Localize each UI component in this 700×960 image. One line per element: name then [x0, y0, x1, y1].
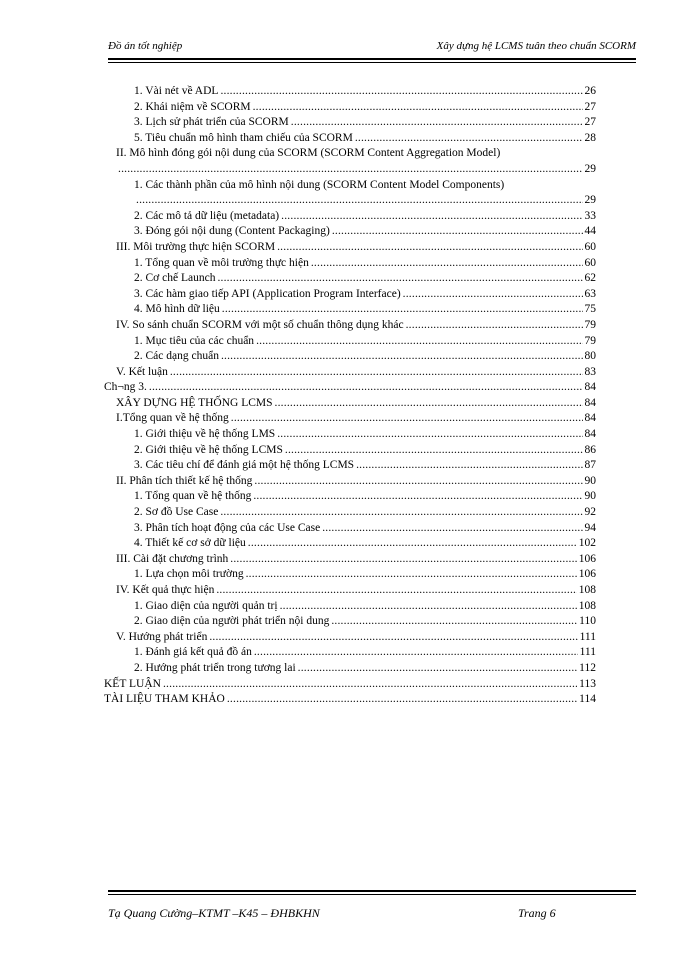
- toc-entry-title: IV. So sánh chuẩn SCORM với một số chuẩn thông dụng khác: [116, 318, 405, 334]
- toc-entry: [104, 162, 596, 178]
- footer-rule-thin: [108, 894, 636, 895]
- toc-entry-title: 1. Giao diện của người quản trị: [134, 599, 279, 615]
- toc-entry-page: 94: [584, 521, 596, 534]
- toc-entry-page: 33: [584, 209, 596, 222]
- toc-entry: [104, 583, 596, 599]
- toc-entry-title: I.Tổng quan về hệ thống: [116, 411, 230, 427]
- toc-entry-title: 3. Phân tích hoạt động của các Use Case: [134, 521, 321, 537]
- toc-entry-page: 110: [579, 615, 596, 628]
- toc-entry-page: 84: [584, 396, 596, 409]
- header-right-text: Xây dựng hệ LCMS tuân theo chuẩn SCORM: [436, 40, 636, 52]
- toc-entry-page: 111: [579, 630, 596, 643]
- toc-leader-dots: [277, 427, 582, 443]
- toc-entry: [104, 318, 596, 334]
- toc-leader-dots: [149, 380, 583, 396]
- toc-entry: [104, 458, 596, 474]
- toc-entry-page: 83: [584, 365, 596, 378]
- toc-entry-page: 84: [584, 381, 596, 394]
- toc-entry-title: V. Kết luận: [116, 365, 169, 381]
- toc-leader-dots: [356, 458, 582, 474]
- toc-leader-dots: [254, 645, 578, 661]
- toc-entry-page: 84: [584, 428, 596, 441]
- toc-entry: [104, 411, 596, 427]
- toc-entry-page: 29: [584, 194, 596, 207]
- toc-entry-title: 2. Hướng phát triển trong tương lai: [134, 661, 297, 677]
- toc-entry: [104, 427, 596, 443]
- toc-entry-title: 2. Khái niệm về SCORM: [134, 100, 252, 116]
- toc-entry: [104, 193, 596, 209]
- footer-page-number: Trang 6: [518, 906, 556, 920]
- toc-entry: [104, 380, 596, 396]
- toc-leader-dots: [209, 630, 577, 646]
- toc-entry: [104, 567, 596, 583]
- toc-entry-page: 79: [584, 318, 596, 331]
- toc-leader-dots: [222, 302, 583, 318]
- toc-entry-title: 2. Các mô tả dữ liệu (metadata): [134, 209, 280, 225]
- toc-entry: [104, 84, 596, 100]
- toc-leader-dots: [221, 349, 583, 365]
- toc-entry-title: 2. Sơ đồ Use Case: [134, 505, 219, 521]
- toc-entry-page: 87: [584, 459, 596, 472]
- toc-entry-title: 2. Các dạng chuẩn: [134, 349, 220, 365]
- toc-entry-page: 90: [584, 490, 596, 503]
- toc-entry-title: KẾT LUẬN: [104, 677, 162, 693]
- toc-entry-title: Ch¬ng 3.: [104, 380, 148, 396]
- toc-entry-title: 1. Các thành phần của mô hình nội dung (SCORM Content Model Components): [134, 178, 505, 194]
- toc-leader-dots: [322, 521, 582, 537]
- toc-entry: [104, 349, 596, 365]
- toc-entry: [104, 256, 596, 272]
- toc-entry: [104, 115, 596, 131]
- toc-entry: [104, 505, 596, 521]
- toc-entry: [104, 443, 596, 459]
- toc-entry-page: 108: [578, 599, 596, 612]
- toc-leader-dots: [280, 599, 577, 615]
- toc-leader-dots: [311, 256, 583, 272]
- toc-leader-dots: [406, 318, 583, 334]
- toc-entry-page: 86: [584, 443, 596, 456]
- toc-leader-dots: [355, 131, 583, 147]
- footer-author: Tạ Quang Cường–KTMT –K45 – ĐHBKHN: [108, 906, 320, 920]
- toc-leader-dots: [277, 240, 582, 256]
- toc-entry: [104, 552, 596, 568]
- toc-leader-dots: [403, 287, 583, 303]
- toc-leader-dots: [298, 661, 578, 677]
- toc-leader-dots: [332, 224, 583, 240]
- toc-entry: [104, 614, 596, 630]
- toc-entry: [104, 599, 596, 615]
- toc-entry-title: III. Môi trường thực hiện SCORM: [116, 240, 276, 256]
- table-of-contents: [104, 84, 596, 708]
- toc-entry-title: 4. Thiết kế cơ sở dữ liệu: [134, 536, 247, 552]
- toc-leader-dots: [231, 411, 583, 427]
- toc-entry: [104, 630, 596, 646]
- toc-entry: [104, 209, 596, 225]
- toc-entry-page: 90: [584, 474, 596, 487]
- toc-entry-title: 2. Giới thiệu về hệ thống LCMS: [134, 443, 284, 459]
- toc-entry-title: 1. Đánh giá kết quả đồ án: [134, 645, 253, 661]
- header-rule-thin: [108, 62, 636, 63]
- toc-leader-dots: [253, 100, 583, 116]
- toc-leader-dots: [291, 115, 583, 131]
- toc-entry-page: 112: [579, 661, 596, 674]
- toc-entry: [104, 178, 596, 194]
- toc-entry-page: 84: [584, 412, 596, 425]
- toc-leader-dots: [230, 552, 576, 568]
- toc-leader-dots: [246, 567, 577, 583]
- toc-entry: [104, 521, 596, 537]
- toc-entry-title: III. Cài đặt chương trình: [116, 552, 229, 568]
- toc-leader-dots: [217, 271, 582, 287]
- toc-entry-title: 2. Giao diện của người phát triển nội dung: [134, 614, 330, 630]
- toc-entry-title: 1. Lựa chọn môi trường: [134, 567, 245, 583]
- toc-entry: [104, 645, 596, 661]
- toc-entry-page: 114: [579, 693, 596, 706]
- toc-leader-dots: [170, 365, 583, 381]
- toc-entry-page: 27: [584, 100, 596, 113]
- toc-entry-page: 113: [579, 677, 596, 690]
- toc-entry: [104, 474, 596, 490]
- toc-entry: [104, 287, 596, 303]
- toc-leader-dots: [163, 677, 577, 693]
- toc-entry-title: 3. Các tiêu chí để đánh giá một hệ thống LCMS: [134, 458, 355, 474]
- toc-leader-dots: [285, 443, 583, 459]
- toc-entry-page: 92: [584, 506, 596, 519]
- toc-entry-page: 111: [579, 646, 596, 659]
- toc-entry: [104, 131, 596, 147]
- toc-leader-dots: [281, 209, 582, 225]
- toc-entry-page: 26: [584, 85, 596, 97]
- toc-entry-title: 2. Cơ chế Launch: [134, 271, 216, 287]
- toc-entry-page: 28: [584, 131, 596, 144]
- toc-entry: [104, 334, 596, 350]
- toc-entry-title: II. Mô hình đóng gói nội dung của SCORM (SCORM Content Aggregation Model): [116, 146, 501, 162]
- toc-entry-page: 79: [584, 334, 596, 347]
- toc-entry-page: 29: [584, 162, 596, 175]
- toc-entry-page: 108: [578, 584, 596, 596]
- page-header: [108, 40, 636, 56]
- toc-entry-title: 1. Mục tiêu của các chuẩn: [134, 334, 255, 350]
- toc-entry-page: 62: [584, 272, 596, 285]
- toc-entry-title: 1. Tổng quan về hệ thống: [134, 489, 252, 505]
- toc-entry: [104, 271, 596, 287]
- toc-leader-dots: [118, 162, 583, 178]
- toc-entry-page: 80: [584, 350, 596, 363]
- toc-entry: [104, 224, 596, 240]
- toc-entry-page: 75: [584, 303, 596, 316]
- toc-entry: [104, 661, 596, 677]
- footer-rule: [108, 890, 636, 892]
- toc-entry: [104, 536, 596, 552]
- toc-entry-page: 27: [584, 116, 596, 129]
- toc-entry: [104, 677, 596, 693]
- header-left-text: Đồ án tốt nghiệp: [108, 40, 183, 52]
- toc-leader-dots: [248, 536, 577, 552]
- toc-entry: [104, 365, 596, 381]
- toc-leader-dots: [136, 193, 583, 209]
- toc-leader-dots: [254, 474, 582, 490]
- toc-entry-title: 3. Lịch sử phát triển của SCORM: [134, 115, 290, 131]
- toc-entry: [104, 489, 596, 505]
- toc-entry: [104, 692, 596, 708]
- toc-entry: [104, 100, 596, 116]
- toc-entry: [104, 396, 596, 412]
- toc-leader-dots: [220, 505, 582, 521]
- toc-leader-dots: [275, 396, 583, 412]
- toc-entry-title: 3. Đóng gói nội dung (Content Packaging): [134, 224, 331, 240]
- toc-entry-page: 106: [578, 568, 596, 581]
- toc-leader-dots: [227, 692, 577, 708]
- toc-leader-dots: [256, 334, 582, 350]
- toc-entry-title: V. Hướng phát triển: [116, 630, 208, 646]
- toc-entry-page: 44: [584, 225, 596, 238]
- toc-leader-dots: [253, 489, 582, 505]
- header-rule: [108, 58, 636, 60]
- toc-entry: [104, 302, 596, 318]
- toc-entry-title: IV. Kết quả thực hiện: [116, 583, 215, 599]
- toc-entry-title: 3. Các hàm giao tiếp API (Application Program Interface): [134, 287, 402, 303]
- toc-entry-title: II. Phân tích thiết kế hệ thống: [116, 474, 253, 490]
- toc-leader-dots: [331, 614, 577, 630]
- toc-entry-title: 1. Vài nét về ADL: [134, 84, 219, 100]
- toc-entry-page: 60: [584, 240, 596, 253]
- toc-entry: [104, 240, 596, 256]
- toc-entry-page: 63: [584, 287, 596, 300]
- toc-entry-title: 5. Tiêu chuẩn mô hình tham chiếu của SCORM: [134, 131, 354, 147]
- toc-entry-page: 106: [578, 552, 596, 565]
- toc-entry-page: 60: [584, 256, 596, 269]
- toc-entry-title: 1. Giới thiệu về hệ thống LMS: [134, 427, 276, 443]
- toc-entry-title: 4. Mô hình dữ liệu: [134, 302, 221, 318]
- toc-leader-dots: [220, 84, 582, 100]
- toc-entry-title: TÀI LIỆU THAM KHẢO: [104, 692, 226, 708]
- toc-leader-dots: [216, 583, 576, 599]
- toc-entry-title: 1. Tổng quan về môi trường thực hiện: [134, 256, 310, 272]
- toc-entry-title: XÂY DỰNG HỆ THỐNG LCMS: [116, 396, 274, 412]
- toc-entry: [104, 146, 596, 162]
- toc-entry-page: 102: [578, 537, 596, 550]
